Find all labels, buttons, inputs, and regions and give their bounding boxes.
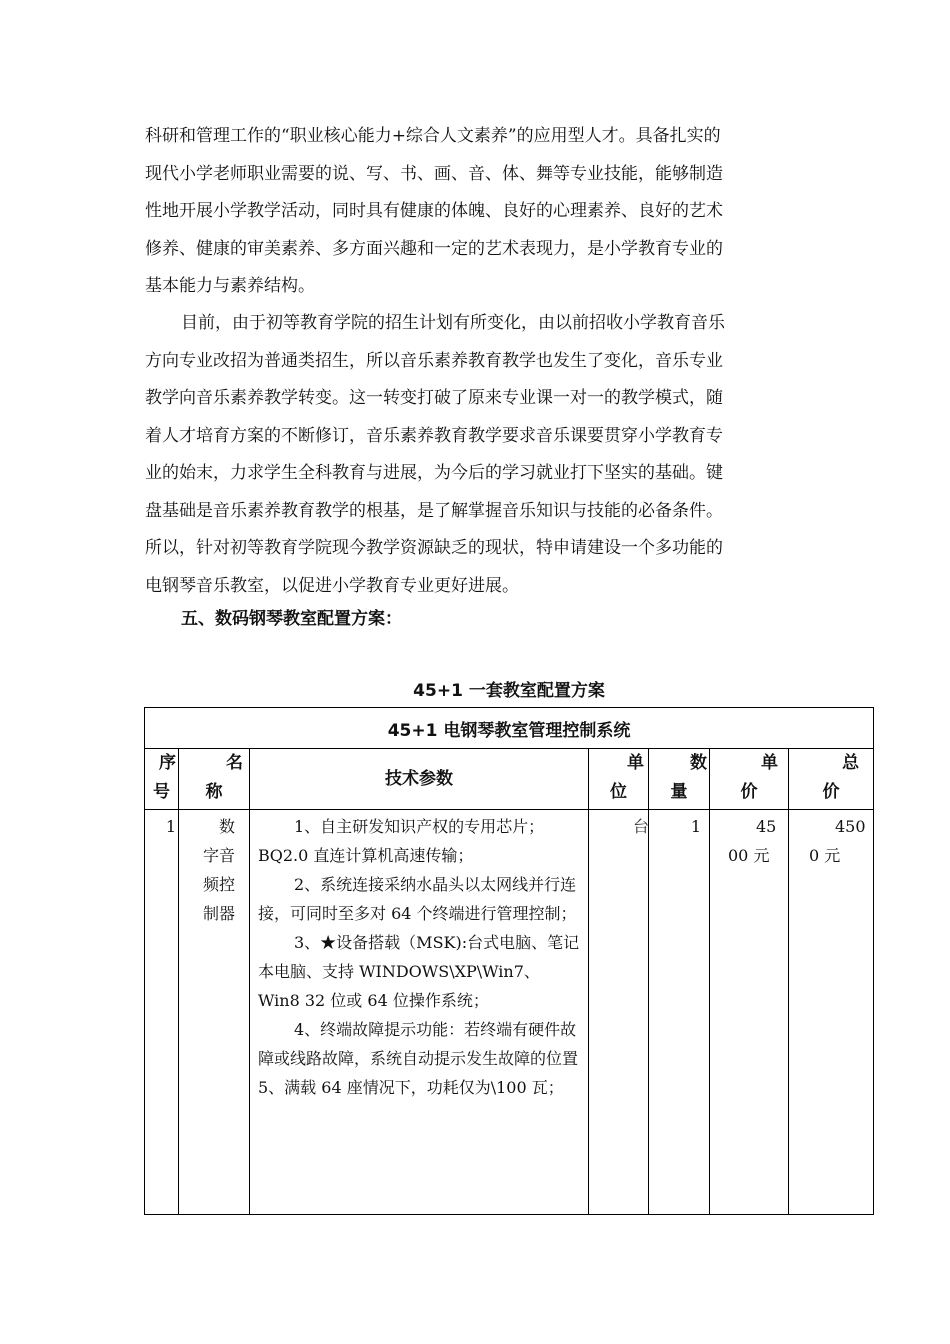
intro-paragraph — [145, 118, 808, 306]
background-paragraph — [145, 305, 808, 605]
row-index: 1 — [145, 810, 179, 1215]
header-params: 技术参数 — [250, 749, 589, 810]
row-qty: 1 — [649, 810, 710, 1215]
text-line: 科研和管理工作的“职业核心能力+综合人文素养”的应用型人才。具备扎实的 — [145, 126, 721, 146]
text-line: 所以，针对初等教育学院现今教学资源缺乏的现状，特申请建设一个多功能的 — [145, 538, 723, 558]
param-item: 5、满载 64 座情况下，功耗仅为\100 瓦； — [258, 1078, 564, 1097]
header-name: 名 称 — [179, 749, 250, 810]
text-line: 电钢琴音乐教室，以促进小学教育专业更好进展。 — [145, 575, 519, 596]
text-line: 修养、健康的审美素养、多方面兴趣和一定的艺术表现力，是小学教育专业的 — [145, 238, 723, 259]
text-line: 教学向音乐素养教学转变。这一转变打破了原来专业课一对一的教学模式，随 — [145, 388, 723, 408]
param-item: 4、终端故障提示功能：若终端有硬件故障或线路故障，系统自动提示发生故障的位置 — [258, 1020, 579, 1068]
table-caption: 45+1 一套教室配置方案 — [413, 681, 605, 701]
row-unit: 台 — [589, 810, 649, 1215]
row-total: 450 0 元 — [789, 810, 874, 1215]
header-row — [145, 749, 874, 810]
header-unit: 单 位 — [589, 749, 649, 810]
system-title: 45+1 电钢琴教室管理控制系统 — [145, 708, 874, 749]
text-line: 盘基础是音乐素养教育教学的根基，是了解掌握音乐知识与技能的必备条件。 — [145, 500, 723, 521]
section-heading: 五、数码钢琴教室配置方案： — [181, 609, 402, 629]
text-line: 目前，由于初等教育学院的招生计划有所变化，由以前招收小学教育音乐 — [181, 313, 725, 333]
row-params — [250, 810, 589, 1215]
text-line: 基本能力与素养结构。 — [145, 276, 315, 296]
param-item: 2、系统连接采纳水晶头以太网线并行连接，可同时至多对 64 个终端进行管理控制； — [258, 875, 577, 923]
header-index: 序 号 — [145, 749, 179, 810]
header-qty: 数 量 — [649, 749, 710, 810]
text-line: 着人才培育方案的不断修订，音乐素养教育教学要求音乐课要贯穿小学教育专 — [145, 425, 723, 446]
param-item: 1、自主研发知识产权的专用芯片；BQ2.0 直连计算机高速传输； — [258, 817, 545, 865]
config-table — [144, 707, 874, 1215]
text-line: 业的始末，力求学生全科教育与进展，为今后的学习就业打下坚实的基础。键 — [145, 463, 723, 483]
param-item: 3、★设备搭载（MSK):台式电脑、笔记本电脑、支持 WINDOWS\XP\Win7、Win8 32 位或 64 位操作系统； — [258, 933, 580, 1010]
header-price: 单 价 — [710, 749, 789, 810]
text-line: 现代小学老师职业需要的说、写、书、画、音、体、舞等专业技能，能够制造 — [145, 163, 723, 184]
header-total: 总 价 — [789, 749, 874, 810]
row-name: 数 字音 频控 制器 — [179, 810, 250, 1215]
text-line: 性地开展小学教学活动，同时具有健康的体魄、良好的心理素养、良好的艺术 — [145, 201, 723, 221]
row-price: 45 00 元 — [710, 810, 789, 1215]
text-line: 方向专业改招为普通类招生，所以音乐素养教育教学也发生了变化，音乐专业 — [145, 350, 723, 371]
table-row — [145, 810, 874, 1215]
